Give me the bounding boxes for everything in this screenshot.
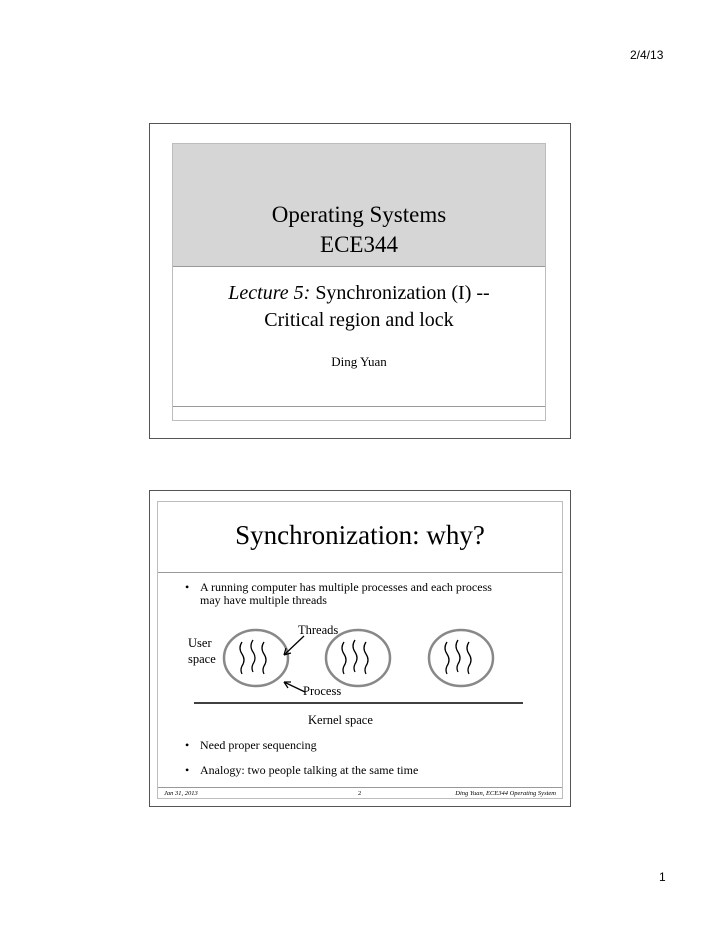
user-label: User <box>188 636 212 650</box>
slide-number: 2 <box>358 790 362 797</box>
footer-divider <box>158 787 562 788</box>
process-thread-diagram <box>180 622 542 752</box>
slide-2-frame <box>157 501 563 799</box>
lecture-subtitle <box>173 280 545 334</box>
threads-arrow <box>284 636 304 655</box>
author: Ding Yuan <box>331 354 387 369</box>
space-label: space <box>188 652 216 666</box>
diagram-graphic <box>180 622 542 752</box>
lecture-topic-line2: Critical region and lock <box>264 309 454 331</box>
bullet-text: A running computer has multiple processes and each process may have multiple threads <box>200 580 492 607</box>
slide-2 <box>149 490 571 807</box>
divider <box>173 406 545 407</box>
bullet-item <box>185 764 515 777</box>
slide-1-frame <box>172 143 546 421</box>
bullet-dot-icon: • <box>185 738 190 752</box>
course-name: Operating Systems <box>271 202 447 227</box>
bullet-item <box>185 581 515 607</box>
title-band <box>173 144 545 267</box>
kernel-space-label: Kernel space <box>308 713 373 727</box>
lecture-topic-line1: Synchronization (I) -- <box>315 282 490 304</box>
lecture-number: Lecture 5: <box>228 282 311 304</box>
slide-1-title <box>173 200 545 260</box>
footer-credit: Ding Yuan, ECE344 Operating System <box>455 790 556 797</box>
process-label: Process <box>303 684 342 698</box>
bullet-text: Need proper sequencing <box>200 738 317 752</box>
process-ellipse <box>429 630 493 686</box>
bullet-dot-icon: • <box>185 763 190 777</box>
page-date: 2/4/13 <box>630 48 664 62</box>
process-ellipse <box>326 630 390 686</box>
bullet-text: Analogy: two people talking at the same time <box>200 763 419 777</box>
title-divider <box>158 572 562 573</box>
bullet-item <box>185 739 515 752</box>
slide-2-title: Synchronization: why? <box>235 520 485 550</box>
footer-date: Jan 31, 2013 <box>164 790 198 797</box>
bullet-dot-icon: • <box>185 580 190 594</box>
slide-1 <box>149 123 571 439</box>
threads-label: Threads <box>298 623 339 637</box>
course-code: ECE344 <box>320 232 398 257</box>
process-ellipse <box>224 630 288 686</box>
page-number: 1 <box>659 870 666 884</box>
